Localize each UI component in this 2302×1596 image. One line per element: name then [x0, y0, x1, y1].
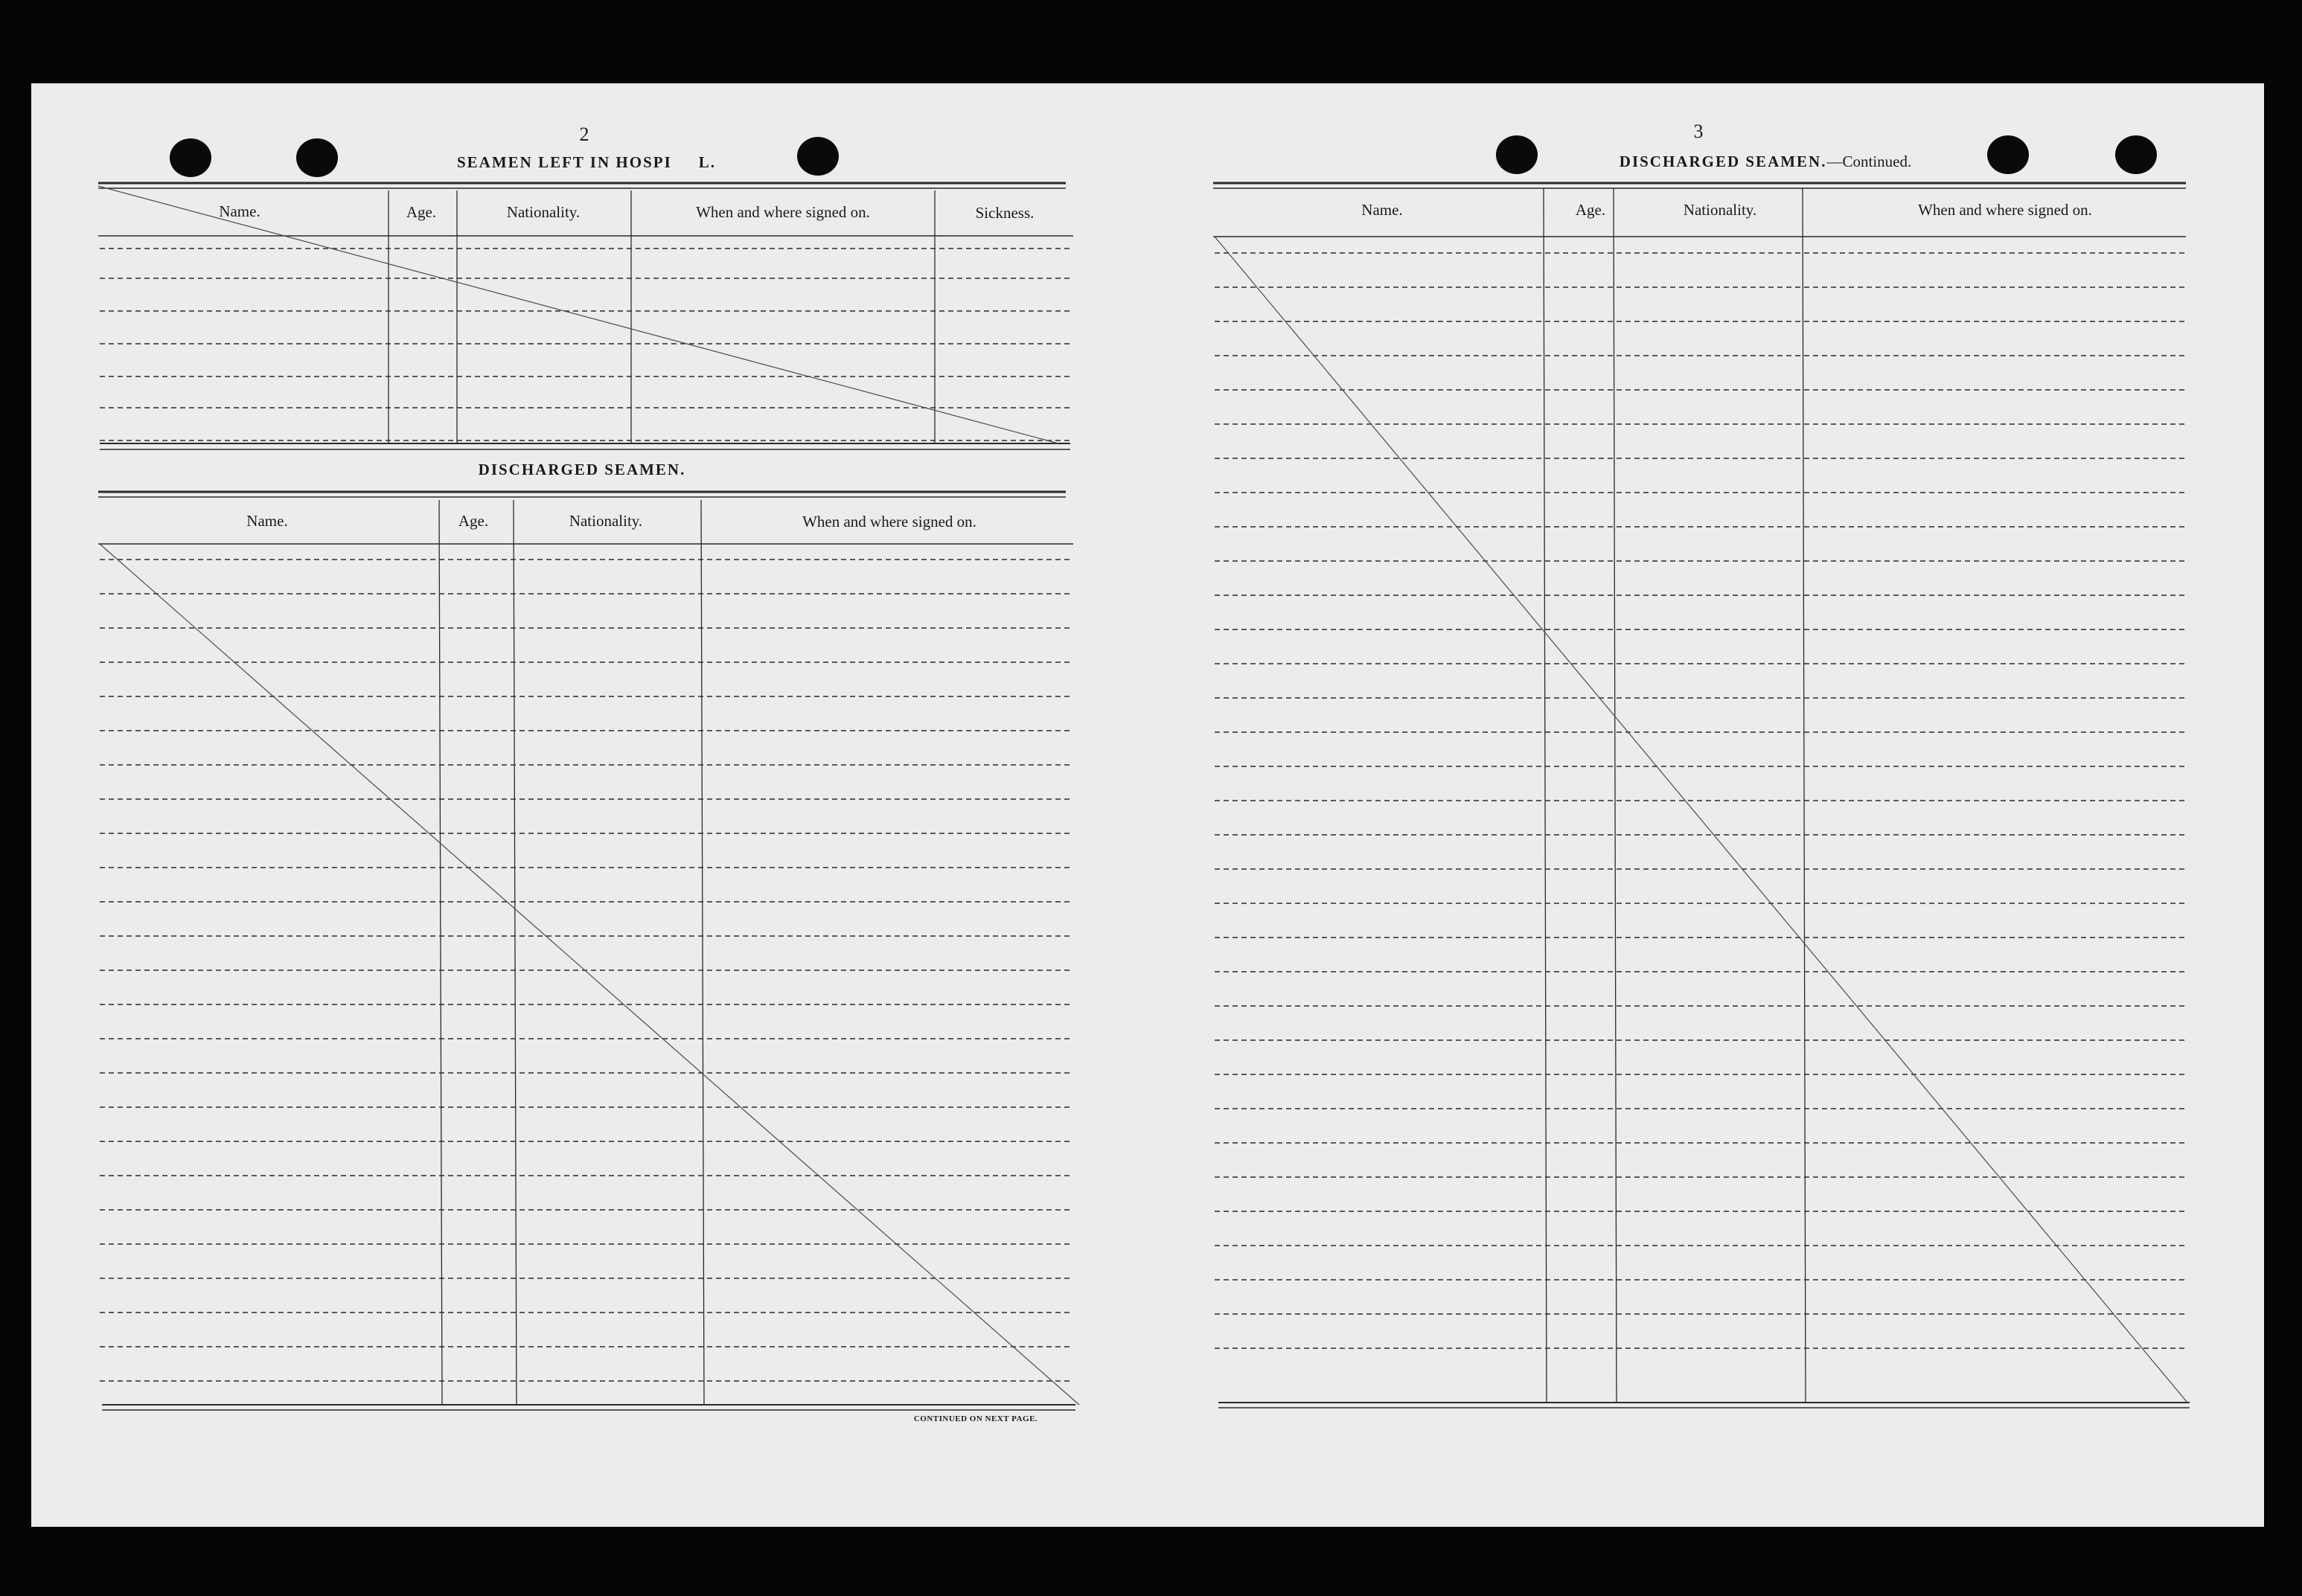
column-divider	[1544, 188, 1547, 1403]
punch-hole-3	[797, 137, 839, 176]
right-page-number: 3	[1693, 121, 1704, 142]
hospital-section-title	[457, 155, 716, 170]
right-title-text: DISCHARGED SEAMEN.	[1619, 153, 1827, 170]
discharged-col-name: Name.	[246, 512, 288, 530]
punch-hole-4	[1496, 135, 1538, 174]
strike-diagonal	[1215, 237, 2187, 1403]
punch-hole-1	[170, 138, 211, 177]
punch-hole-5	[1987, 135, 2029, 174]
hospital-col-age: Age.	[406, 203, 437, 221]
discharged-col-nationality: Nationality.	[569, 512, 643, 530]
right-col-nationality: Nationality.	[1683, 201, 1757, 219]
right-col-signed-on: When and where signed on.	[1918, 201, 2092, 219]
right-section-title	[1620, 154, 1911, 170]
punch-hole-6	[2115, 135, 2157, 174]
discharged-col-signed-on: When and where signed on.	[802, 513, 976, 531]
document-sheet	[31, 83, 2264, 1527]
right-col-name: Name.	[1361, 201, 1403, 219]
hospital-col-signed-on: When and where signed on.	[696, 203, 870, 221]
hospital-col-nationality: Nationality.	[506, 203, 581, 221]
discharged-col-age: Age.	[458, 512, 489, 530]
hospital-title-end: L.	[698, 153, 717, 171]
punch-hole-2	[296, 138, 338, 177]
column-divider	[701, 500, 704, 1405]
ruled-form-lines	[31, 83, 2264, 1527]
discharged-section-title: DISCHARGED SEAMEN.	[478, 461, 686, 478]
column-divider	[1803, 188, 1806, 1403]
left-page-number: 2	[579, 124, 589, 145]
hospital-col-sickness: Sickness.	[975, 204, 1035, 222]
strike-diagonal	[98, 186, 1058, 443]
continued-note: CONTINUED ON NEXT PAGE.	[913, 1414, 1038, 1423]
column-divider	[439, 500, 442, 1405]
strike-diagonal	[100, 544, 1079, 1405]
hospital-title-text: SEAMEN LEFT IN HOSPI	[456, 153, 672, 171]
right-col-age: Age.	[1575, 201, 1606, 219]
column-divider	[1614, 188, 1617, 1403]
column-divider	[514, 500, 517, 1405]
right-title-suffix: —Continued.	[1826, 153, 1912, 170]
hospital-col-name: Name.	[219, 202, 260, 220]
